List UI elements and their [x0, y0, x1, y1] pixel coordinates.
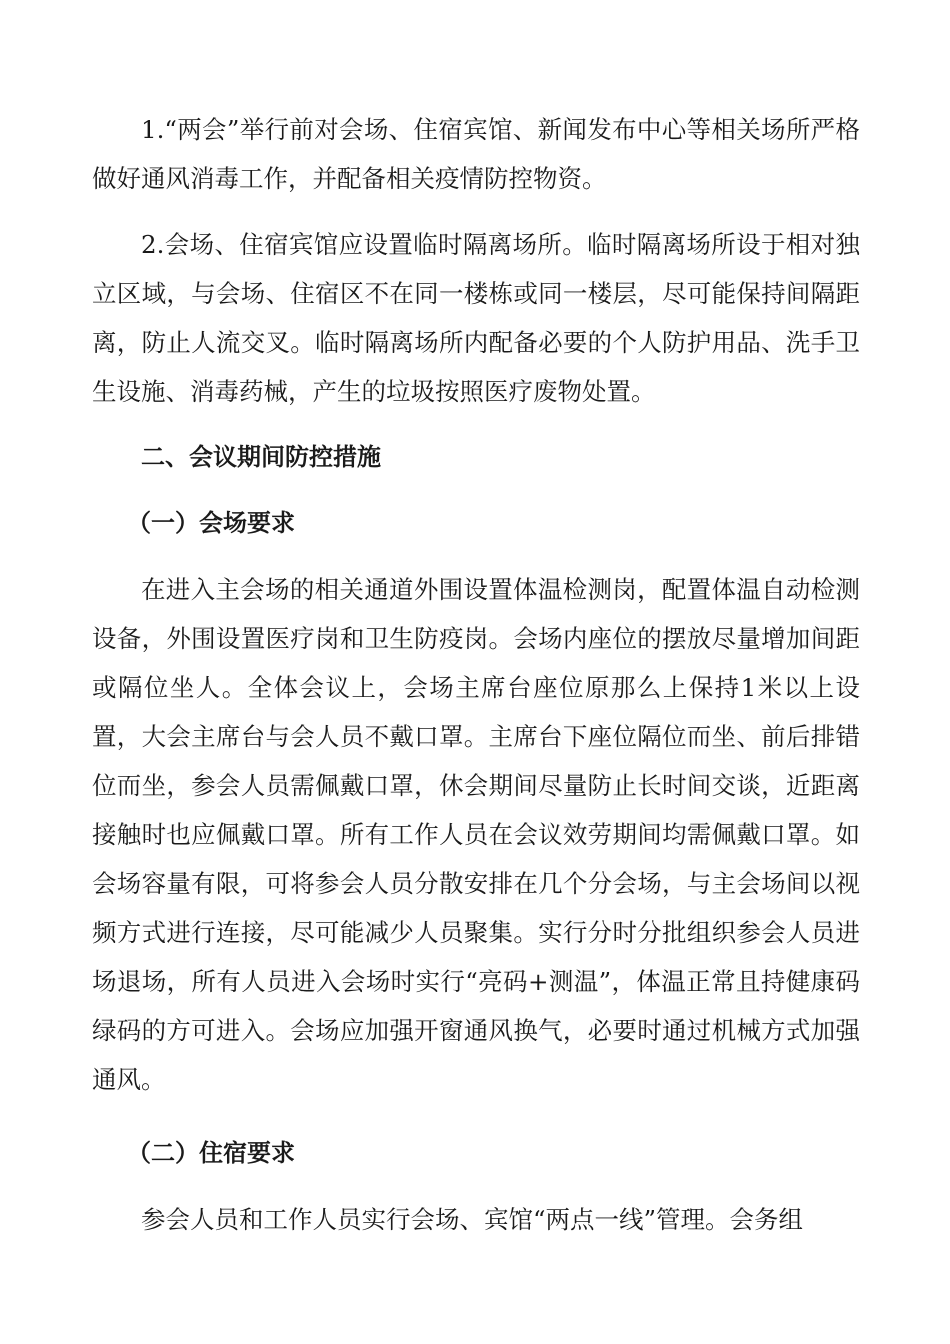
paragraph-venue-measures: 在进入主会场的相关通道外围设置体温检测岗，配置体温自动检测设备，外围设置医疗岗和卫生防疫岗。会场内座位的摆放尽量增加间距或隔位坐人。全体会议上，会场主席台座位原那么上保持1米以上设置，大会主席台与会人员不戴口罩。主席台下座位隔位而坐、前后排错位而坐，参会人员需佩戴口罩，休会期间尽量防止长时间交谈，近距离接触时也应佩戴口罩。所有工作人员在会议效劳期间均需佩戴口罩。如会场容量有限，可将参会人员分散安排在几个分会场，与主会场间以视频方式进行连接，尽可能减少人员聚集。实行分时分批组织参会人员进场退场，所有人员进入会场时实行“亮码+测温”，体温正常且持健康码绿码的方可进入。会场应加强开窗通风换气，必要时通过机械方式加强通风。 — [92, 575, 860, 1094]
paragraph-isolation-sites: 2.会场、住宿宾馆应设置临时隔离场所。临时隔离场所设于相对独立区域，与会场、住宿区不在同一楼栋或同一楼层，尽可能保持间隔距离，防止人流交叉。临时隔离场所内配备必要的个人防护用品、洗手卫生设施、消毒药械，产生的垃圾按照医疗废物处置。 — [92, 230, 860, 406]
section-heading: 二、会议期间防控措施 — [141, 443, 381, 471]
subheading-venue-requirements: （一）会场要求 — [127, 509, 295, 537]
subheading-lodging-requirements: （二）住宿要求 — [127, 1139, 295, 1167]
paragraph-lodging-measures: 参会人员和工作人员实行会场、宾馆“两点一线”管理。会务组 — [141, 1205, 804, 1234]
paragraph-venue-disinfection: 1.“两会”举行前对会场、住宿宾馆、新闻发布中心等相关场所严格做好通风消毒工作，并配备相关疫情防控物资。 — [92, 115, 860, 193]
